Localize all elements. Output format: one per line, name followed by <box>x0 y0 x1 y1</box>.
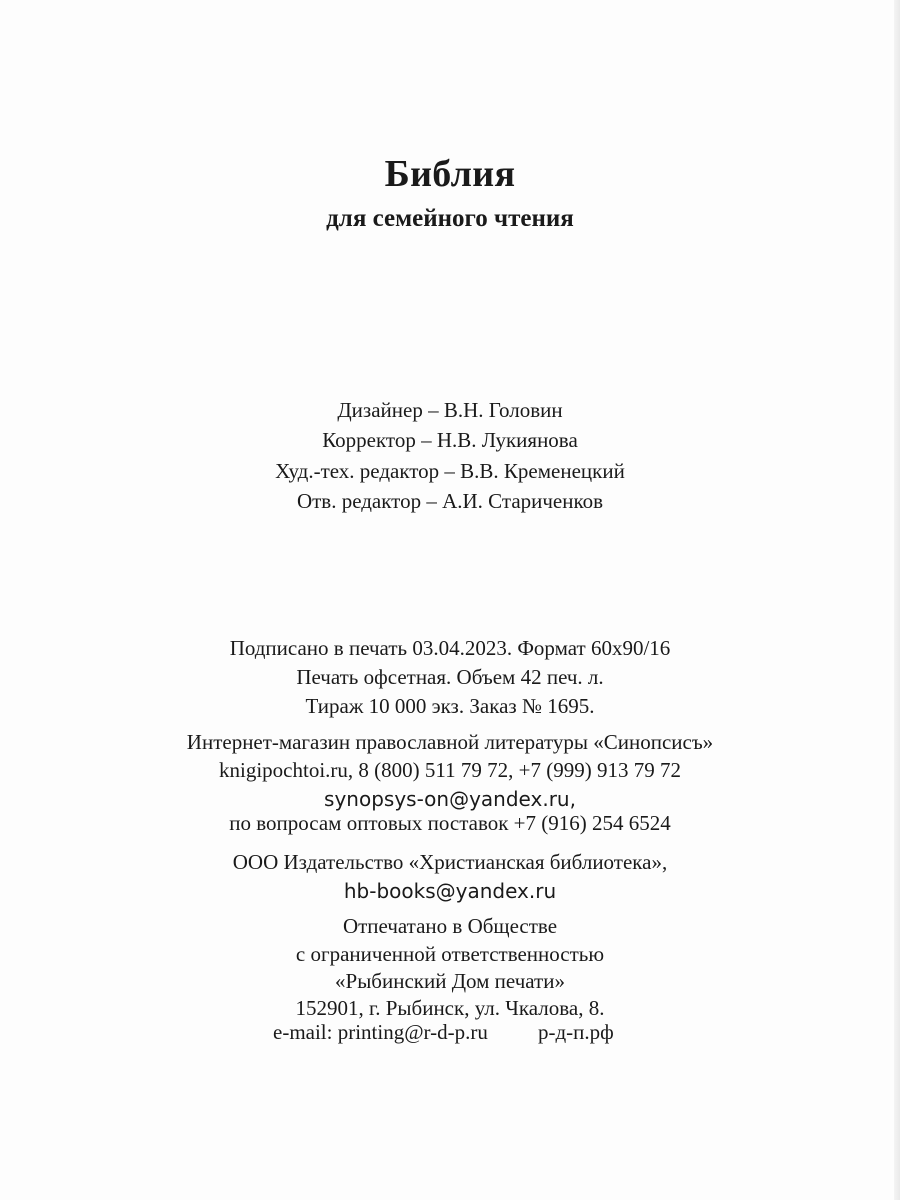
shop-name: Интернет-магазин православной литературы «Синопсисъ» <box>186 730 714 754</box>
print-type-line: Печать офсетная. Объем 42 печ. л. <box>296 665 604 689</box>
credit-art-editor: Худ.-тех. редактор – В.В. Кременецкий <box>275 459 625 483</box>
shop-contacts: knigipochtoi.ru, 8 (800) 511 79 72, +7 (999) 913 79 72 <box>219 758 681 782</box>
book-title: Библия <box>384 153 516 195</box>
publisher-name: ООО Издательство «Христианская библиотека», <box>232 850 668 874</box>
printer-line-2: с ограниченной ответственностью <box>295 942 605 966</box>
print-signed-line: Подписано в печать 03.04.2023. Формат 60х90/16 <box>229 636 671 660</box>
book-subtitle: для семейного чтения <box>326 205 574 232</box>
credit-chief-editor: Отв. редактор – А.И. Стариченков <box>296 489 604 513</box>
printer-email: e-mail: printing@r-d-p.ru <box>273 1020 488 1044</box>
shop-wholesale: по вопросам оптовых поставок +7 (916) 254 6524 <box>229 811 671 835</box>
printer-site: р-д-п.рф <box>538 1020 614 1044</box>
credit-proofreader: Корректор – Н.В. Лукиянова <box>322 428 578 452</box>
shop-email: synopsys-on@yandex.ru, <box>324 787 576 811</box>
printer-address: 152901, г. Рыбинск, ул. Чкалова, 8. <box>295 996 605 1020</box>
printer-line-3: «Рыбинский Дом печати» <box>335 969 565 993</box>
credit-designer: Дизайнер – В.Н. Головин <box>337 398 563 422</box>
print-run-line: Тираж 10 000 экз. Заказ № 1695. <box>305 694 595 718</box>
printer-line-1: Отпечатано в Обществе <box>342 914 558 938</box>
publisher-email: hb-books@yandex.ru <box>343 879 557 903</box>
